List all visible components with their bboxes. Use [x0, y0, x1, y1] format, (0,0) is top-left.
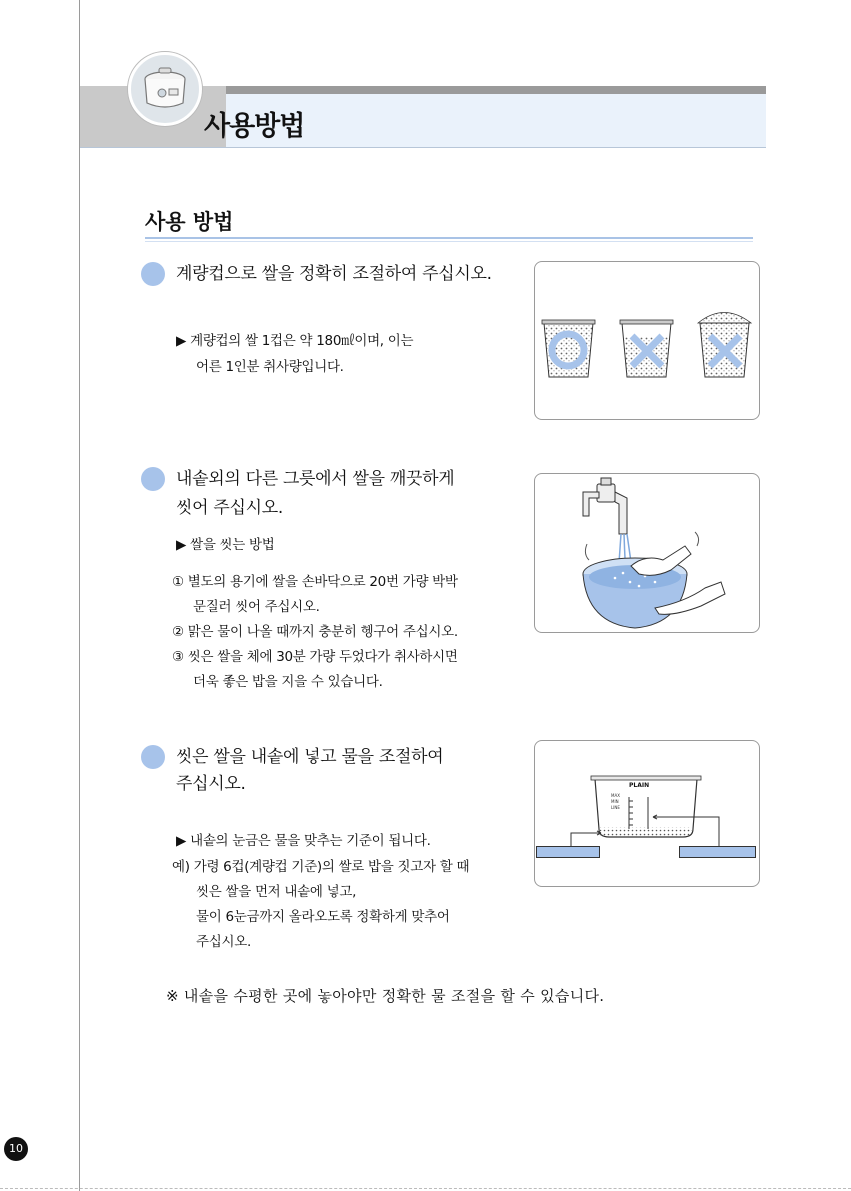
inner-pot-illustration	[534, 740, 760, 887]
callout-box-left	[536, 846, 600, 858]
step-2-heading: 내솥외의 다른 그릇에서 쌀을 깨끗하게	[176, 469, 455, 489]
step-2-item: ① 별도의 용기에 쌀을 손바닥으로 20번 가량 박박	[172, 574, 458, 590]
step-3-text-line: 물이 6눈금까지 올라오도록 정확하게 맞추어	[196, 909, 450, 925]
washing-rice-illustration	[534, 473, 760, 633]
page-bottom-edge	[0, 1188, 851, 1189]
cup-correct-icon	[542, 320, 595, 377]
step-1-text-line: ▶ 계량컵의 쌀 1컵은 약 180㎖이며, 이는	[176, 333, 414, 349]
rice-cooker-icon	[128, 52, 202, 126]
step-2-item: 문질러 씻어 주십시오.	[193, 599, 320, 615]
section-title: 사용 방법	[145, 210, 234, 234]
step-3-text-line: 주십시오.	[196, 934, 251, 950]
step-3-text-line: 씻은 쌀을 먼저 내솥에 넣고,	[196, 884, 357, 900]
step-2-item: ③ 씻은 쌀을 체에 30분 가량 두었다가 취사하시면	[172, 649, 458, 665]
callout-box-right	[679, 846, 756, 858]
page-number: 10	[4, 1137, 28, 1161]
section-rule	[145, 237, 753, 239]
step-2-subheading: ▶ 쌀을 씻는 방법	[176, 537, 275, 553]
gauge-mark: MIN	[611, 799, 619, 804]
header-band	[226, 94, 766, 148]
step-3-heading-cont: 주십시오.	[176, 774, 246, 794]
page-title: 사용방법	[204, 111, 305, 142]
step-2-item: 더욱 좋은 밥을 지을 수 있습니다.	[193, 674, 383, 690]
step-3-bullet-icon	[141, 745, 165, 769]
step-1-bullet-icon	[141, 262, 165, 286]
gauge-mark: LINE	[611, 805, 620, 810]
footnote: ※ 내솥을 수평한 곳에 놓아야만 정확한 물 조절을 할 수 있습니다.	[166, 987, 605, 1005]
step-3-heading: 씻은 쌀을 내솥에 넣고 물을 조절하여	[176, 747, 444, 767]
step-2-heading-cont: 씻어 주십시오.	[176, 498, 283, 518]
header-bar	[226, 86, 766, 94]
cup-wrong-icon	[620, 320, 673, 377]
step-3-text-line: 예) 가령 6컵(계량컵 기준)의 쌀로 밥을 짓고자 할 때	[172, 859, 470, 875]
section-rule-thin	[145, 241, 753, 242]
measuring-cups-illustration	[534, 261, 760, 420]
step-2-bullet-icon	[141, 467, 165, 491]
step-3-text-line: ▶ 내솥의 눈금은 물을 맞추는 기준이 됩니다.	[176, 833, 431, 849]
gauge-label: PLAIN	[629, 782, 650, 789]
step-2-item: ② 맑은 물이 나올 때까지 충분히 헹구어 주십시오.	[172, 624, 458, 640]
header-divider	[80, 147, 766, 148]
margin-line	[79, 0, 80, 1191]
step-1-heading: 계량컵으로 쌀을 정확히 조절하여 주십시오.	[176, 264, 492, 284]
cup-heaped-wrong-icon	[698, 313, 751, 378]
step-1-text-line: 어른 1인분 취사량입니다.	[196, 359, 344, 375]
gauge-mark: MAX	[611, 793, 620, 798]
